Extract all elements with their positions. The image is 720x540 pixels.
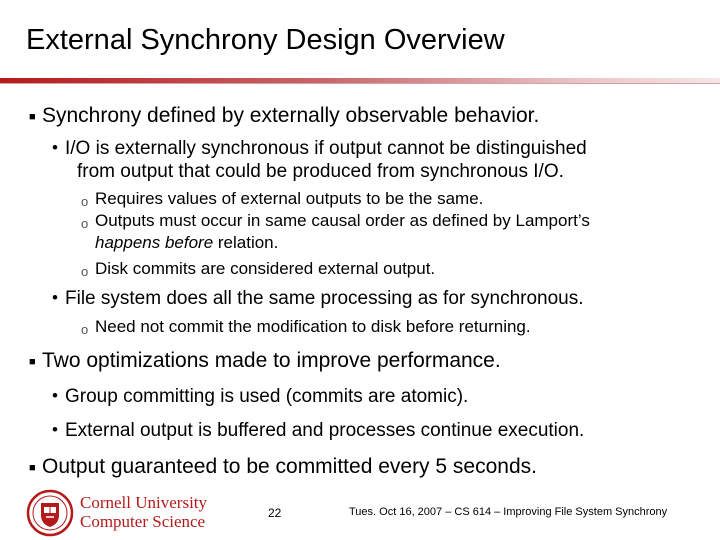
bullet-io-line2: from output that could be produced from synchronous I/O. xyxy=(77,161,564,182)
bullet-disk-commits: Disk commits are considered external output. xyxy=(95,259,436,278)
slide-title: External Synchrony Design Overview xyxy=(26,24,505,56)
square-bullet-icon: ■ xyxy=(29,111,36,123)
footer-text: Tues. Oct 16, 2007 – CS 614 – Improving File System Synchrony xyxy=(349,506,668,518)
bullet-outputs-line1: Outputs must occur in same causal order as defined by Lamport’s xyxy=(95,211,590,230)
circle-bullet-icon: o xyxy=(81,194,89,209)
happens-before-text: happens before xyxy=(95,233,214,252)
bullet-external-output: External output is buffered and processes continue execution. xyxy=(65,420,585,441)
bullet-requires: Requires values of external outputs to be the same. xyxy=(95,189,484,208)
square-bullet-icon: ■ xyxy=(29,356,36,368)
bullet-group-commit: Group committing is used (commits are atomic). xyxy=(65,386,469,407)
page-number: 22 xyxy=(268,506,282,520)
square-bullet-icon: ■ xyxy=(29,462,36,474)
bullet-io-line1: I/O is externally synchronous if output cannot be distinguished xyxy=(65,138,587,159)
bullet-outputs-line2 xyxy=(95,233,278,253)
dot-bullet-icon: • xyxy=(52,288,58,307)
dot-bullet-icon: • xyxy=(52,386,58,405)
title-divider-shadow xyxy=(0,83,720,84)
bullet-output-guaranteed: Output guaranteed to be committed every 5 seconds. xyxy=(42,455,537,478)
logo-university-name: Cornell University xyxy=(80,493,208,512)
dot-bullet-icon: • xyxy=(52,420,58,439)
cornell-logo xyxy=(26,489,206,533)
dot-bullet-icon: • xyxy=(52,138,58,157)
bullet-need-not-commit: Need not commit the modification to disk before returning. xyxy=(95,317,531,336)
circle-bullet-icon: o xyxy=(81,264,89,279)
bullet-synchrony: Synchrony defined by externally observable behavior. xyxy=(42,104,540,127)
bullet-file-system: File system does all the same processing as for synchronous. xyxy=(65,288,584,309)
logo-department-name: Computer Science xyxy=(80,512,206,531)
cornell-seal-icon xyxy=(26,489,74,537)
circle-bullet-icon: o xyxy=(81,322,89,337)
circle-bullet-icon: o xyxy=(81,216,89,231)
bullet-two-optimizations: Two optimizations made to improve performance. xyxy=(42,349,501,372)
relation-text: relation. xyxy=(213,233,279,252)
